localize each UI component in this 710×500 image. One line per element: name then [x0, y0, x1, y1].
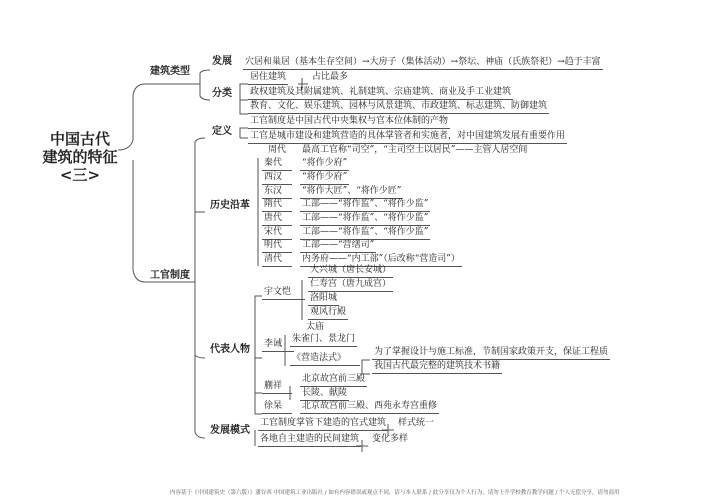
era-label: 明代 — [262, 240, 292, 253]
mode-note: 样式统一 — [398, 418, 435, 428]
era-text: 最高工官称“司空”，“主司空土以居民”——主管人居空间 — [302, 145, 528, 155]
mode-item: 工官制度掌管下建造的官式建筑 — [258, 418, 388, 431]
era-text: “将作大匠”、“将作少匠” — [300, 186, 403, 199]
era-text: 工部——“将作监”、“将作少监” — [300, 227, 430, 240]
definition-item: 工官制度是中国古代中央集权与官本位体制的产物 — [248, 116, 450, 129]
title-line-1: 中国古代 — [49, 130, 110, 148]
era-label: 清代 — [262, 254, 292, 267]
work-item: 太庙 — [306, 322, 325, 332]
era-text: 内务府——“内工部”（后改称“营造司”） — [300, 254, 462, 267]
node-classification: 分类 — [212, 88, 232, 99]
class-note: 占比最多 — [312, 72, 349, 82]
era-text: “将作少府” — [300, 172, 349, 185]
era-label: 西汉 — [262, 172, 292, 185]
era-text: 工部——“将作监”、“将作少监” — [300, 213, 430, 226]
era-label: 周代 — [268, 145, 287, 155]
node-people: 代表人物 — [210, 344, 250, 355]
node-development-mode: 发展模式 — [210, 425, 250, 436]
era-label: 隋代 — [262, 199, 292, 212]
person-yuwenkai: 宇文恺 — [262, 287, 305, 300]
era-label: 唐代 — [262, 213, 292, 226]
era-text: 工部——“营缮司” — [300, 240, 376, 253]
node-development: 发展 — [212, 56, 232, 67]
work-item: 大兴城（唐长安城） — [308, 265, 393, 278]
work-item: 朱雀门、景龙门 — [290, 334, 357, 347]
work-item: 洛阳城 — [308, 293, 339, 306]
mode-item: 各地自主建造的民间建筑 — [258, 434, 361, 447]
person-xugao: 徐杲 — [262, 401, 292, 414]
fashi-note: 为了掌握设计与施工标准，节制国家政策开支，保证工程质 — [372, 347, 610, 360]
work-item: 仁寿宫（唐九成宫） — [308, 279, 393, 292]
work-item: 北京故宫前三殿、西苑永寿宫重修 — [300, 401, 439, 414]
era-label: 宋代 — [262, 227, 292, 240]
node-building-types: 建筑类型 — [150, 66, 190, 77]
era-label: 东汉 — [262, 186, 292, 199]
development-text: 穴居和巢居（基本生存空间）→大房子（集体活动）→祭坛、神庙（氏族祭祀）→趋于丰富 — [243, 57, 603, 70]
work-item: 北京故宫前三殿 — [300, 374, 367, 387]
person-lijie: 李诫 — [262, 339, 294, 352]
map-title — [40, 130, 120, 184]
title-line-2: 建筑的特征 — [42, 148, 118, 166]
class-item: 政权建筑及其附属建筑、礼制建筑、宗庙建筑、商业及手工业建筑 — [248, 87, 513, 100]
work-item: 长陵、献陵 — [300, 388, 349, 401]
era-label: 秦代 — [262, 158, 292, 171]
person-kuaixiang: 蒯祥 — [262, 381, 292, 394]
node-history: 历史沿革 — [210, 200, 250, 211]
class-item: 教育、文化、娱乐建筑、园林与风景建筑、市政建筑、标志建筑、防御建筑 — [248, 101, 549, 114]
era-text: 工部——“将作监”、“将作少监” — [300, 199, 430, 212]
node-official-system: 工官制度 — [150, 270, 190, 281]
definition-item: 工官是城市建设和建筑营造的具体掌管者和实施者，对中国建筑发展有重要作用 — [248, 131, 567, 144]
era-text: “将作少府” — [300, 158, 349, 171]
fashi-note: 我国古代最完整的建筑技术书籍 — [372, 361, 502, 374]
work-item: 《营造法式》 — [290, 353, 360, 366]
footer-note: 内容基于《中国建筑史（第六版）》潘谷西 中国建筑工业出版社 / 如有内容错误或观点不同，请与本人联系 / 此分享仅为个人行为，请勿上升学校教育教学问题 / 个人无偿分享，请勿商用 — [170, 490, 620, 496]
work-item: 观风行殿 — [308, 307, 348, 320]
title-line-3: <三> — [59, 166, 101, 184]
node-definition: 定义 — [212, 126, 232, 137]
mode-note: 变化多样 — [372, 434, 409, 444]
class-item: 居住建筑 — [248, 72, 288, 85]
